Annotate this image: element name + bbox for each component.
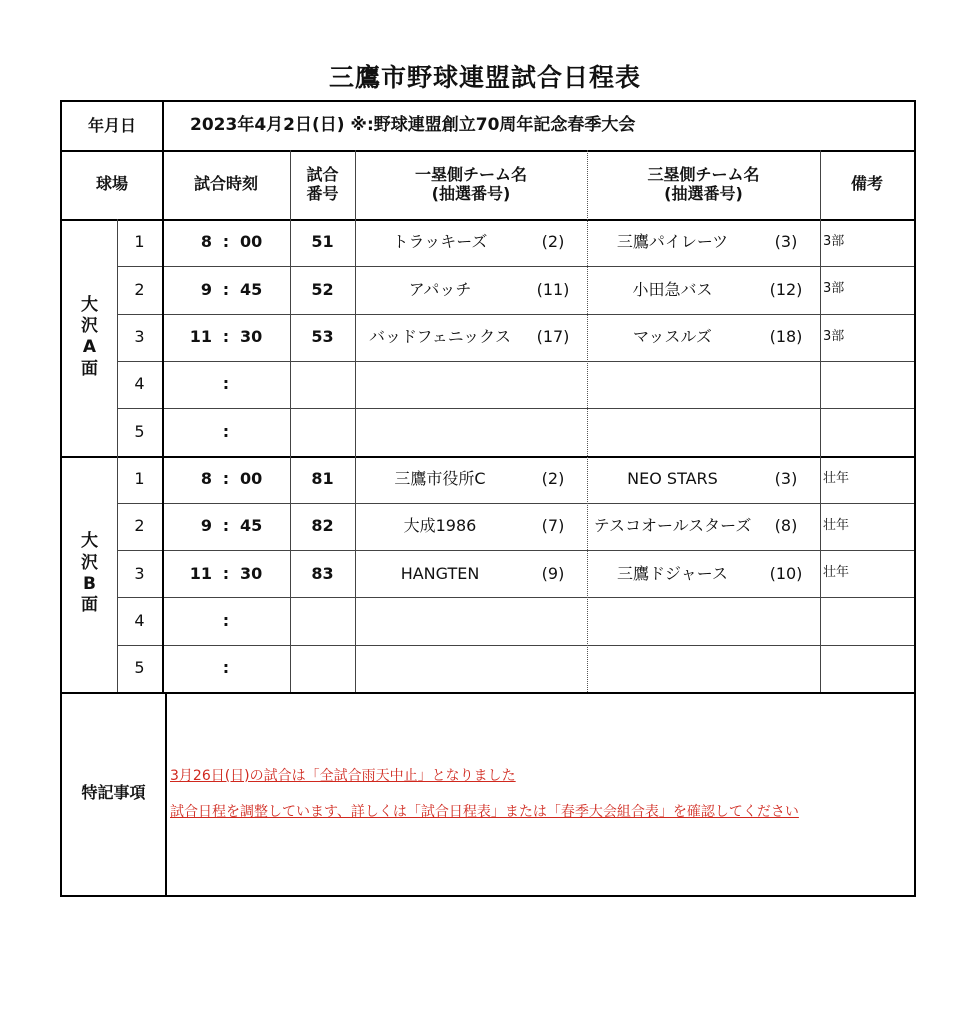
- third-base-lot-number: [758, 597, 814, 644]
- game-number: 82: [311, 516, 334, 536]
- page-title: 三鷹市野球連盟試合日程表: [328, 63, 641, 92]
- header-third-base-team: 三塁側チーム名 (抽選番号): [647, 165, 760, 203]
- first-base-team: [355, 408, 525, 455]
- time-colon: :: [222, 610, 230, 630]
- remarks-value: 壮年: [823, 470, 850, 486]
- header-game-number: 試合 番号: [306, 165, 339, 203]
- start-hour: 9: [200, 279, 212, 299]
- first-base-team: 三鷹市役所C: [394, 468, 486, 488]
- first-base-team: バッドフェニックス: [369, 327, 511, 347]
- time-colon: :: [222, 563, 230, 583]
- third-base-lot-number: (3): [774, 232, 798, 252]
- header-field: 球場: [95, 174, 128, 194]
- third-base-team: [587, 408, 758, 455]
- time-colon: :: [222, 421, 230, 441]
- remarks-value: 3部: [823, 328, 845, 344]
- remarks-value: [823, 597, 903, 644]
- third-base-team: マッスルズ: [633, 327, 712, 347]
- third-base-team: 三鷹ドジャース: [617, 563, 728, 583]
- time-colon: :: [222, 279, 230, 299]
- start-minute: [240, 597, 280, 644]
- header-first-base-team: 一塁側チーム名 (抽選番号): [414, 165, 527, 203]
- start-hour: 8: [200, 468, 212, 488]
- first-base-team: HANGTEN: [400, 563, 480, 583]
- first-base-team: アパッチ: [408, 279, 472, 299]
- time-colon: :: [222, 516, 230, 536]
- third-base-lot-number: (8): [774, 516, 798, 536]
- time-colon: :: [222, 658, 230, 678]
- third-base-lot-number: (10): [769, 563, 803, 583]
- game-number: 53: [311, 327, 334, 347]
- first-base-lot-number: (9): [541, 563, 565, 583]
- remarks-value: [823, 408, 903, 455]
- start-minute: [240, 361, 280, 408]
- date-value: 2023年4月2日(日) ※:野球連盟創立70周年記念春季大会: [190, 115, 636, 136]
- game-number: 81: [311, 468, 334, 488]
- game-number: [290, 408, 355, 455]
- remarks-value: 3部: [823, 281, 845, 297]
- start-minute: [240, 408, 280, 455]
- third-base-lot-number: (3): [774, 468, 798, 488]
- time-colon: :: [222, 374, 230, 394]
- game-number: 51: [311, 232, 334, 252]
- third-base-lot-number: [758, 361, 814, 408]
- row-number: 3: [134, 327, 145, 347]
- start-hour: [168, 361, 212, 408]
- first-base-lot-number: (11): [536, 279, 570, 299]
- first-base-lot-number: [525, 645, 581, 692]
- third-base-lot-number: (12): [769, 279, 803, 299]
- time-colon: :: [222, 468, 230, 488]
- third-base-team: テスコオールスターズ: [593, 516, 752, 536]
- date-label: 年月日: [87, 115, 136, 135]
- game-number: 52: [311, 279, 334, 299]
- start-hour: 11: [189, 563, 212, 583]
- first-base-team: [355, 597, 525, 644]
- start-minute: 00: [240, 232, 263, 252]
- row-number: 2: [134, 516, 145, 536]
- time-colon: :: [222, 232, 230, 252]
- row-number: 1: [134, 468, 145, 488]
- field-name: 大 沢 A 面: [81, 294, 98, 379]
- grid-line-v: [820, 150, 821, 692]
- remarks-value: 3部: [823, 234, 845, 250]
- remarks-value: 壮年: [823, 517, 850, 533]
- game-number: [290, 361, 355, 408]
- start-hour: [168, 597, 212, 644]
- start-hour: [168, 645, 212, 692]
- schedule-table: [60, 100, 916, 897]
- start-minute: 30: [240, 327, 263, 347]
- first-base-lot-number: [525, 597, 581, 644]
- start-minute: [240, 645, 280, 692]
- notes-label: 特記事項: [81, 783, 146, 803]
- row-number: 5: [134, 658, 145, 678]
- row-number: 1: [134, 232, 145, 252]
- third-base-team: NEO STARS: [627, 468, 718, 488]
- first-base-team: [355, 361, 525, 408]
- game-number: 83: [311, 563, 334, 583]
- first-base-team: [355, 645, 525, 692]
- notes-line: 試合日程を調整しています、詳しくは「試合日程表」または「春季大会組合表」を確認してください: [170, 804, 799, 820]
- third-base-lot-number: [758, 408, 814, 455]
- first-base-lot-number: [525, 361, 581, 408]
- third-base-team: [587, 645, 758, 692]
- first-base-lot-number: [525, 408, 581, 455]
- first-base-team: トラッキーズ: [392, 232, 488, 252]
- start-minute: 45: [240, 279, 263, 299]
- time-colon: :: [222, 327, 230, 347]
- third-base-lot-number: (18): [769, 327, 803, 347]
- third-base-lot-number: [758, 645, 814, 692]
- notes-line: 3月26日(日)の試合は「全試合雨天中止」となりました: [170, 768, 516, 784]
- first-base-lot-number: (2): [541, 468, 565, 488]
- start-minute: 30: [240, 563, 263, 583]
- header-remarks: 備考: [850, 174, 883, 194]
- row-number: 4: [134, 610, 145, 630]
- start-minute: 00: [240, 468, 263, 488]
- header-time: 試合時刻: [193, 174, 258, 194]
- remarks-value: [823, 645, 903, 692]
- grid-line-h: [62, 692, 914, 694]
- field-name: 大 沢 B 面: [81, 531, 98, 615]
- row-number: 5: [134, 421, 145, 441]
- remarks-value: [823, 361, 903, 408]
- start-hour: 11: [189, 327, 212, 347]
- game-number: [290, 597, 355, 644]
- game-number: [290, 645, 355, 692]
- start-hour: [168, 408, 212, 455]
- row-number: 2: [134, 279, 145, 299]
- third-base-team: [587, 361, 758, 408]
- first-base-lot-number: (2): [541, 232, 565, 252]
- grid-line-v: [165, 692, 167, 895]
- third-base-team: [587, 597, 758, 644]
- remarks-value: 壮年: [823, 565, 850, 581]
- row-number: 3: [134, 563, 145, 583]
- start-minute: 45: [240, 516, 263, 536]
- third-base-team: 三鷹パイレーツ: [616, 232, 729, 252]
- first-base-team: 大成1986: [403, 516, 477, 536]
- start-hour: 9: [200, 516, 212, 536]
- start-hour: 8: [200, 232, 212, 252]
- third-base-team: 小田急バス: [632, 279, 713, 299]
- first-base-lot-number: (17): [536, 327, 570, 347]
- row-number: 4: [134, 374, 145, 394]
- first-base-lot-number: (7): [541, 516, 565, 536]
